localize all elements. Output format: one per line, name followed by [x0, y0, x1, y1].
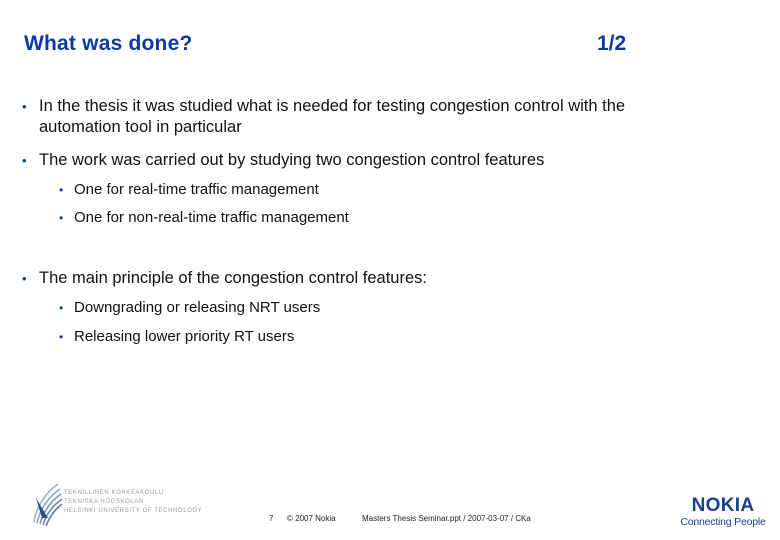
bullet-marker: •: [59, 211, 64, 225]
slide-page-fraction: 1/2: [597, 32, 627, 55]
sub-bullet-text: Downgrading or releasing NRT users: [74, 299, 321, 316]
bullet-marker: •: [59, 301, 64, 315]
slide-title: What was done?: [24, 32, 193, 55]
sub-bullet-item: [59, 298, 320, 318]
sub-bullet-text: One for non-real-time traffic management: [74, 209, 349, 226]
bullet-text: The main principle of the congestion control features:: [39, 269, 427, 287]
bullet-item: [22, 96, 762, 138]
sub-bullet-item: [59, 327, 294, 347]
bullet-text: In the thesis it was studied what is needed for testing congestion control with the: [39, 97, 626, 115]
bullet-item: [22, 150, 762, 171]
bullet-marker: •: [59, 183, 64, 197]
nokia-logo: [676, 496, 770, 530]
bullet-item: [22, 268, 762, 289]
university-line: HELSINKI UNIVERSITY OF TECHNOLOGY: [64, 508, 203, 514]
sub-bullet-item: [59, 180, 319, 200]
bullet-text-continued: automation tool in particular: [39, 118, 242, 136]
university-logo: [30, 478, 203, 528]
university-emblem-icon: [30, 478, 64, 528]
sub-bullet-text: One for real-time traffic management: [74, 181, 319, 198]
bullet-marker: •: [22, 153, 27, 168]
university-line: TEKNISKA HÖGSKOLAN: [64, 499, 144, 505]
bullet-text: The work was carried out by studying two congestion control features: [39, 151, 545, 169]
footer-page-number: 7: [269, 514, 274, 523]
university-line: TEKNILLINEN KORKEAKOULU: [64, 490, 164, 496]
sub-bullet-item: [59, 208, 349, 228]
footer-document-info: Masters Thesis Seminar.ppt / 2007-03-07 / CKa: [362, 514, 531, 523]
nokia-wordmark: NOKIA: [691, 495, 755, 516]
bullet-marker: •: [22, 99, 27, 114]
sub-bullet-text: Releasing lower priority RT users: [74, 328, 295, 345]
bullet-marker: •: [22, 271, 27, 286]
nokia-tagline: Connecting People: [680, 516, 766, 528]
footer-copyright: © 2007 Nokia: [287, 514, 336, 523]
bullet-marker: •: [59, 330, 64, 344]
